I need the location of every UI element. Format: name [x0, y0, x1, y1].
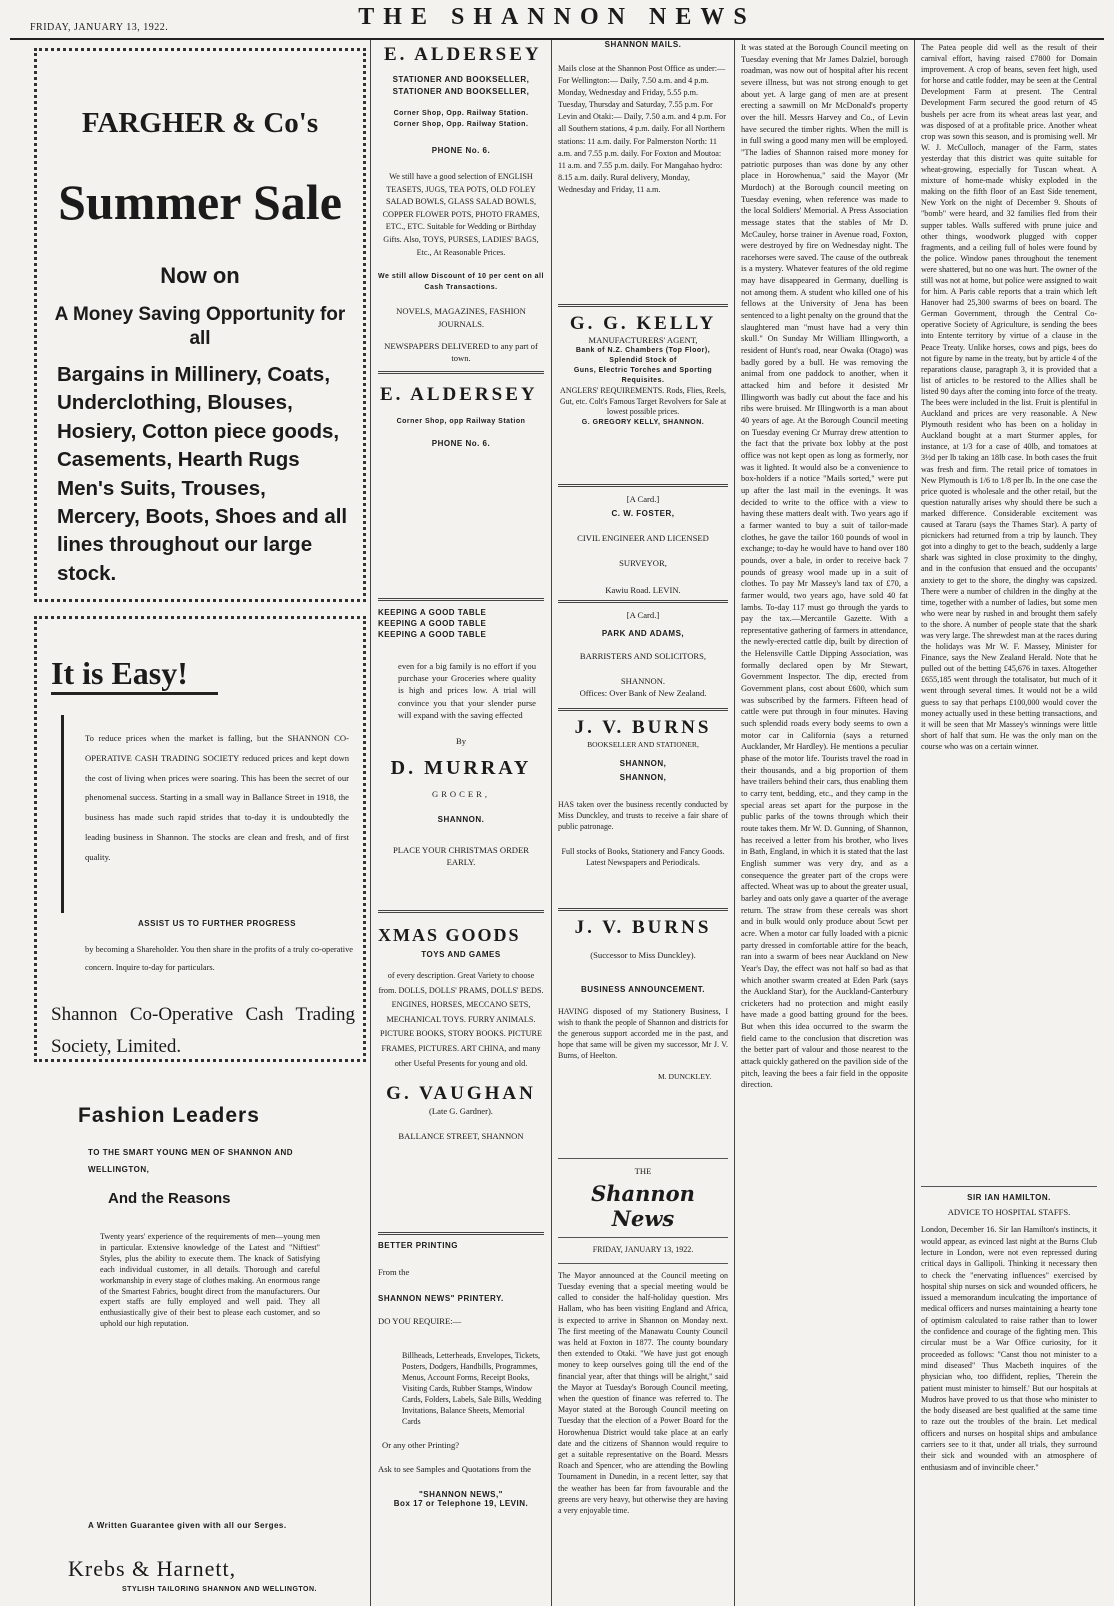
aldersey-line2: Corner Shop, Opp. Railway Station.: [393, 110, 529, 117]
divider: [378, 598, 544, 601]
xmas-late: (Late G. Gardner).: [429, 1106, 493, 1117]
aldersey-discount: We still allow Discount of 10 per cent on all Cash Transactions.: [378, 273, 544, 292]
coop-advert: [34, 616, 366, 1062]
mails-body: Mails close at the Shannon Post Office as under:— For Wellington:— Daily, 7.50 a.m. and 4 p.m. Monday, Wednesday and Friday, 5.55 p.m. Tuesday, Thursday and Saturday, 7.55 p.m. For Levin and Otaki:— Daily, 7.50 a.m. and 4 p.m. For all Southern stations, 4 p.m. daily. For all Northern stations: 11 a.m. daily. For Palmerston North: 11 a.m. and 7.55 p.m. daily. For Foxton and Moutoa: 11 a.m. and 7.55 p.m. daily. For Mangahao hydro: 8.15 a.m. daily. Rural delivery, Monday, Wednesday and Friday, 11 a.m.: [558, 64, 726, 194]
aldersey-line1b: STATIONER AND BOOKSELLER,: [392, 87, 530, 96]
printing-from: From the: [378, 1267, 410, 1277]
foster-card: [558, 478, 728, 597]
issue-date: FRIDAY, JANUARY 13, 1922.: [30, 22, 169, 33]
mails-head: SHANNON MAILS.: [604, 40, 682, 49]
burns-body: HAS taken over the business recently conducted by Miss Dunckley, and trusts to receive a fair share of public patronage.: [558, 800, 728, 832]
aldersey-body: We still have a good selection of ENGLISH TEASETS, JUGS, TEA POTS, OLD FOLEY SALAD BOWLS, GLASS SALAD BOWLS, COPPER FLOWER POTS, PHOTO FRAMES, ETC., ETC. Suitable for Wedding or Birthday Gifts. Also, TOYS, PURSES, LADIES' BAGS, Etc., At Reasonable Prices.: [382, 172, 540, 257]
fargher-now-on: Now on: [160, 263, 240, 288]
newspaper-title: THE SHANNON NEWS: [358, 4, 756, 30]
park-office: Offices: Over Bank of New Zealand.: [579, 688, 707, 699]
divider: [558, 908, 728, 911]
divider: [558, 708, 728, 711]
aldersey-advert: [378, 44, 544, 448]
murray-advert: [378, 592, 544, 869]
divider: [558, 304, 728, 307]
xmas-sub: TOYS AND GAMES: [421, 950, 501, 959]
editorial-column: [558, 1152, 728, 1516]
divider: [378, 371, 544, 374]
fargher-summer-sale: Summer Sale: [58, 174, 342, 230]
printing-other: Or any other Printing?: [382, 1439, 460, 1450]
park-role: BARRISTERS AND SOLICITORS,: [579, 651, 707, 662]
fargher-items: Bargains in Millinery, Coats, Underclothing, Blouses, Hosiery, Cotton piece goods, Casements, Hearth Rugs Men's Suits, Trouses, Mercery, Boots, Shoes and all lines throughout our large stock.: [57, 363, 348, 585]
hamilton-article: [921, 1180, 1097, 1600]
fashion-firm: Krebs & Harnett,: [68, 1556, 237, 1581]
aldersey2-line: Corner Shop, opp Railway Station: [396, 417, 526, 425]
foster-name: C. W. FOSTER,: [611, 509, 675, 519]
aldersey2-name: E. ALDERSEY: [380, 383, 538, 405]
fashion-firm-sub: STYLISH TAILORING SHANNON AND WELLINGTON.: [122, 1586, 317, 1593]
divider: [558, 600, 728, 603]
kelly-name: G. G. KELLY: [569, 313, 717, 334]
paper-body: The Mayor announced at the Council meeting on Tuesday evening that a special meeting would be called to consider the half-holiday question. Mrs Hallam, who has been visiting England and Africa, is expected to arrive in Shannon on Monday next. The first meeting of the Manawatu County Council was held at Foxton in 1877. The county boundary then extended to Otaki. "We have just got enough money to keep ourselves going till the end of the financial year, after that things will be alright," said the Mayor at Tuesday's Borough Council meeting, when the question of finance was referred to. The Mayor stated at the Borough Council meeting on Tuesday that the election of a Power Board for the Horowhenua District would take place at an early date and the citizens of Shannon would require to get a suitable representative on the Board. Messrs Roach and Spencer, who are attending the Bowling Tournament in Dunedin, in a recent letter, say that the weather has been far from favourable and the greens are very heavy, but otherwise they are having a very enjoyable time.: [558, 1270, 728, 1516]
printing-addr1: "SHANNON NEWS,": [419, 1489, 503, 1499]
kelly-sig: G. GREGORY KELLY, SHANNON.: [581, 418, 705, 426]
foster-role: CIVIL ENGINEER AND LICENSED SURVEYOR,: [577, 533, 709, 569]
divider: [558, 1158, 728, 1159]
burns2-name: J. V. BURNS: [574, 917, 712, 938]
murray-head-2: KEEPING A GOOD TABLE: [378, 619, 487, 628]
divider: [378, 910, 544, 913]
murray-body: even for a big family is no effort if you purchase your Groceries where quality is high and prices low. A trial will convince you that your slender purse will expand with the saving effected: [398, 661, 536, 720]
kelly-anglers: ANGLERS' REQUIREMENTS. Rods, Flies, Reels, Gut, etc. Colt's Famous Target Revolvers for Sale at lowest possible prices.: [559, 386, 727, 416]
right-body: The Patea people did well as the result of their carnival effort, having raised £7800 for Domain improvement. A crop of beans, seven feet high, used for horse and cattle fodder, may be seen at the Central Development Farm at present. The Central Development Farm secured the good return of 45 bushels per acre from its wheat areas last year, and was disposed of at a profitable price. Another wheat crop was sown this season, and is promising well. Mr W. J. McCulloch, manager of the Farm, states yesterday that this district was quite suitable for wheat-growing, especially for Tuscan wheat. A mixture of home-made whisky exploded in the making on the fifth floor of an East Side tenement, New York on the night of December 9. Shouts of "bomb" were heard, and 32 families fled from their supper tables. Walls suffered with prune juice and other things, woodwork plugged with copper fragments, and a ceiling full of holes were found by the police. Window panes throughout the tenement were shattered, but no one was hurt. The owner of the still was not at home, but police were assigned to wait for him. A Paris cable reports that a train which left Hanover had 25,300 swarms of bees on board. The German Government, through the Central Co-operative Society of Agriculture, is sending the bees into Entente territory by virtue of a clause in the Peace Treaty. Unlike horses, cows and pigs, bees do not figure by name in the treaty, but by article 4 of the reparations clause, paragraph 3, it is provided that a list of articles to be restored to the Allies shall be listed 90 days after the coming into force of the treaty. The bees were included in the list. Fruit is plentiful in Auckland and prices are very reasonable. A New Plymouth resident who has been on a holiday in Auckland bought at a mart Sturmer apples, for instance, at 1/3 for a case of 40lb, and tomatoes at 3½d per lb taking an 18lb case. In both cases the fruit was fresh and firm. The retail price of tomatoes in New Plymouth is 1/6 to 1/8 per lb. In the one case the price quoted is wholesale and the other retail, but the question naturally arises why should there be such a marked difference. Considerable excitement was caused at Tararu (says the Thames Star). A party of picnickers had returned from a trip by launch. They got into a dinghy to get to the beach, suddenly a large shark was sighted in close proximity to the dinghy, and in the confusion that ensued and the occupants' anxiety to get to the shore, the dinghy was capsized. There were a number of children in the dinghy at the time, together with a number of ladies, but some men who were near by rushed in and brought them safely to the shore. A number of people state that the shark was very large. The shrewdest man at the races during the holidays was Mr W. F. Massey, Minister for Finance, says the New Zealand Herald. Note that he pulled out of the betting £45,676 in taxes. Altogether £655,185 went through the totalisator, but much of it went through several times. It would not be a wild guess to say that perhaps £100,000 would cover the money actually used in these betting transactions, and it will be seen that Mr Massey's winnings were little short of half that sum. He was the only man on the course who was on a certain winner.: [921, 43, 1097, 751]
burns2-sub: (Successor to Miss Dunckley).: [590, 950, 696, 960]
murray-head-3: KEEPING A GOOD TABLE: [378, 630, 487, 639]
burns-stock: Full stocks of Books, Stationery and Fancy Goods. Latest Newspapers and Periodicals.: [561, 847, 725, 868]
printing-addr2: Box 17 or Telephone 19, LEVIN.: [393, 1498, 529, 1508]
park-card: [558, 594, 728, 700]
divider: [558, 484, 728, 487]
fashion-reasons: And the Reasons: [108, 1190, 231, 1207]
murray-by: By: [455, 736, 467, 747]
coop-title: It is Easy!: [51, 655, 218, 695]
fargher-name: FARGHER & Co's: [81, 107, 319, 139]
fashion-title: Fashion Leaders: [78, 1104, 260, 1127]
printing-advert: [378, 1226, 544, 1508]
fargher-advert: [34, 48, 366, 602]
fashion-sub: TO THE SMART YOUNG MEN OF SHANNON AND WELLINGTON,: [88, 1148, 294, 1174]
foster-card-label: [A Card.]: [626, 494, 660, 504]
xmas-street: BALLANCE STREET, SHANNON: [398, 1130, 524, 1141]
burns-announcement: [558, 902, 728, 1084]
kelly-addr: Bank of N.Z. Chambers (Top Floor), Splendid Stock of: [575, 347, 711, 364]
masthead: [0, 0, 1114, 40]
divider: [558, 1237, 728, 1238]
murray-name: D. MURRAY: [390, 757, 532, 780]
murray-town: SHANNON.: [437, 814, 485, 824]
murray-order: PLACE YOUR CHRISTMAS ORDER EARLY.: [392, 844, 529, 868]
xmas-head: XMAS GOODS: [378, 925, 521, 945]
fashion-advert: [34, 1092, 360, 1598]
news-column: [741, 42, 908, 1602]
coop-share: by becoming a Shareholder. You then share in the profits of a truly co-operative concern. Inquire to-day for particulars.: [85, 945, 353, 972]
news-body: It was stated at the Borough Council meeting on Tuesday evening that Mr James Dalziel, borough roadman, was now out of hospital after his recent severe illness, but was not strong enough to get about yet. A large gang of men are at present erecting a sawmill on Mr McDonald's property over the hill. Messrs Harvey and Co., of Levin have secured the timber rights. When the mill is in full swing a good many men will be employed. "The ladies of Shannon raised more money for patriotic purposes than was done by any other place in Horowhenua," said the Mayor (Mr Murdoch) at the Borough council meeting on Tuesday evening, when reference was made to the local Soldiers' Memorial. A Press Association message states that the stables of Mr D. McCauley, horse trainer in Avenue road, Foxton, were destroyed by fire on Wednesday night. The racehorses were saved. The cause of the outbreak is a mystery. Whatever features of the old regime may have disappeared in Germany, duelling is not among them. A student who killed one of his fellows at the University of Jena has been sentenced to a light penalty on the ground that the slaughtered man "must have had a very thin skull." On Sunday Mr William Illingworth, a resident of Hunt's road, near Owaka (Otago) was badly gored by a bull. He was removing the animal from one paddock to another, when it attacked him and before it desisted Mr Illingworth was badly cut about the face and his ribs were bruised. Mr Illingworth is a man about 40 years of age. At the Borough Council meeting on Tuesday evening Cr Murray drew attention to the fact that the private box lobby at the post office was not kept open as long as formerly, nor was it lighted. It would also be a convenience to box-holders if a notice "Mails sorted," were put up after the last mail in the evenings. It was decided to write to the office with a view to having these matters dealt with. Two years ago if a farmer wanted to buy a suit of tailor-made clothes, he gave the tailor 160 pounds of wool in exchange; to-day he would have to hand over 180 pounds, over a bale, in order to receive back 7 pounds of greasy wool made up in a suit of clothes. To pay Mr Massey's land tax of £70, a farmer would, two years ago, have sold 40 fat lambs. To-day 117 must go through the yards to pay the tax.—Mercantile Gazette. With a representative gathering of farmers in attendance, the newly-erected cattle dip, built by direction of the Helensville Cattle Dipping Association, was formally declared open by Mr Stewart, Government Inspector. The dip, erected from Government plans, cost about £600, which sum was subscribed by the farmers. Fifteen head of cattle were put through in four minutes. Having such splendid roads every body seems to own a motor car in California (says a returned Aucklander, Mr Hardley). He mentions a peculiar phase of the motor life. Tourists travel the road in their thousands, and a big proportion of them have trailers behind their cars, thus enabling them to carry tent, bedding, etc., and they camp in the special areas set apart for the purpose in the public parks of the towns through which their route takes them. Mr W. D. Gunning, of Shannon, has received a letter from his brother, who lives in Bath, England, in which it is stated that the last English summer was very dry, and as a consequence the greater part of the crops were affected. Wheat was up to about the greater usual, barley and oats only gave a quarter of the average return. The straw from these cereals was short and in bulk would only produce about 5cwt per acre. When a motor car fully loaded with a picnic party dressed in comfortable attire for the beach, ran into a swarm of bees near Auckland on New Year's Day, the effect was not half so bad as that which another swarm created at Eden Park (says the Auckland Star), for the Auckland-Canterbury cricketers had no protection and might easily have made a good batting ground for the bees. But when this idea occurred to the swarm the field came to the conclusion that discretion was the better part of valour and those nearest to the attack quickly gathered on the pavilion side of the pitch, leaving the bees a fair field in the opposite direction.: [741, 43, 908, 1090]
coop-society: Shannon Co-Operative Cash Trading Society, Limited.: [51, 1004, 355, 1057]
murray-grocer: GROCER,: [431, 789, 490, 800]
burns-advert: [558, 702, 728, 868]
xmas-advert: [378, 904, 544, 1142]
burns-town: SHANNON, SHANNON,: [619, 759, 667, 783]
divider: [558, 1263, 728, 1264]
xmas-body: of every description. Great Variety to choose from. DOLLS, DOLLS' PRAMS, DOLLS' BEDS. ENGINES, HORSES, MECCANO SETS, MECHANICAL TOYS. FURRY ANIMALS. PICTURE BOOKS, STORY BOOKS. PICTURE FRAMES, PICTURES. ART CHINA, and many other Useful Presents for young and old.: [378, 971, 544, 1068]
divider: [378, 1232, 544, 1235]
paper-title: Shannon News: [591, 1181, 695, 1232]
park-name: PARK AND ADAMS,: [601, 629, 685, 639]
column-rule: [370, 40, 371, 1606]
aldersey-name: E. ALDERSEY: [384, 44, 542, 65]
kelly-role: MANUFACTURERS' AGENT,: [588, 335, 698, 345]
aldersey-novels: NOVELS, MAGAZINES, FASHION JOURNALS.: [396, 306, 526, 329]
fashion-points: Twenty years' experience of the requirements of men—young men in particular. Extensive knowledge of the Latest and "Niftiest" Styles, plus the ability to execute them. The knack of Satisfying each individual customer, in all details. Thorough and careful workmanship in every stage of clothes making. An enormous range of the Smartest Fabrics, bought direct from the manufacturers. Our expert staffs are fully employed and well paid. They all enthusiastically give of their best to please each customer, and so uphold our high reputation.: [100, 1232, 320, 1329]
coop-assist: ASSIST US TO FURTHER PROGRESS: [138, 919, 296, 928]
hamilton-sub: ADVICE TO HOSPITAL STAFFS.: [947, 1207, 1071, 1217]
xmas-name: G. VAUGHAN: [386, 1083, 536, 1105]
fashion-guarantee: A Written Guarantee given with all our Serges.: [88, 1521, 287, 1530]
column-rule: [734, 40, 735, 1606]
printing-list: Billheads, Letterheads, Envelopes, Tickets, Posters, Dodgers, Handbills, Programmes, Menus, Account Forms, Receipt Books, Visiting Cards, Rubber Stamps, Window Cards, Folders, Labels, Sale Bills, Wedding Invitations, Balance Sheets, Memorial Cards: [402, 1350, 542, 1426]
masthead-rule: [10, 38, 1104, 40]
hamilton-body: London, December 16. Sir Ian Hamilton's instincts, it would appear, as evinced last night at the Burns Club lecture in London, were not even repressed during critical days in Gallipoli. Thinking it necessary then to check the "enervating influences" exercised by hospital ship nurses on sick and wounded officers, he issued a memorandum inculcating the importance of medical officers and nurses maintaining a hearty tone of optimism calculated to raise rather than to lower the confidence and courage of the fighting men. This circular must be a War Office curiosity, for it proceeded as follows: "Canst thou not minister to a mind diseased" Thus Macbeth inquires of the physician who, too diffident, replies, 'Therein the patient must minister to himself.' But our hospitals at Mudros have proved to us that those who minister to the body diseased are best qualified at the same time to raze out the troubles of the brain. Let medical officers and nurses on hospital ships and ambulance carriers see to it that, under all trials, they surround their sick and wounded with an atmosphere of enthusiasm and of invincible cheer.": [921, 1225, 1097, 1472]
murray-head: KEEPING A GOOD TABLE: [378, 608, 487, 617]
kelly-advert: [558, 298, 728, 428]
right-news-column: [921, 42, 1097, 1178]
park-town: SHANNON.: [620, 675, 666, 686]
paper-date: FRIDAY, JANUARY 13, 1922.: [592, 1245, 694, 1255]
fargher-tagline: A Money Saving Opportunity for all: [54, 304, 346, 349]
column-rule: [551, 40, 552, 1606]
mails-notice: [558, 40, 728, 196]
divider: [921, 1186, 1097, 1187]
burns2-body: HAVING disposed of my Stationery Business, I wish to thank the people of Shannon and districts for the generous support accorded me in the past, and hope that same will be given my successor, Mr J. V. Burns, of Heelton.: [558, 1007, 728, 1061]
printing-head: BETTER PRINTING: [378, 1241, 458, 1250]
printing-office: SHANNON NEWS" PRINTERY.: [378, 1294, 504, 1304]
hamilton-head: SIR IAN HAMILTON.: [967, 1193, 1051, 1202]
park-card-label: [A Card.]: [626, 610, 660, 620]
column-rule: [914, 40, 915, 1606]
burns2-sig: M. DUNCKLEY.: [658, 1072, 712, 1082]
burns-role: BOOKSELLER AND STATIONER,: [587, 740, 699, 749]
burns2-ann: BUSINESS ANNOUNCEMENT.: [580, 985, 706, 995]
coop-side-rule: [61, 715, 64, 913]
burns-name: J. V. BURNS: [574, 717, 712, 738]
kelly-line: Guns, Electric Torches and Sporting Requisites.: [573, 367, 713, 384]
paper-the: THE: [634, 1166, 652, 1176]
coop-body: To reduce prices when the market is falling, but the SHANNON CO-OPERATIVE CASH TRADING SOCIETY reduced prices and kept down the cost of living when prices were soaring. This has been the secret of our phenomenal success. Starting in a small way in Ballance Street in 1918, the business has made such rapid strides that to-day it is undoubtedly the leading business in Shannon. The stocks are clean and fresh, and of first quality.: [85, 733, 349, 862]
aldersey-phone: PHONE No. 6.: [431, 146, 491, 155]
aldersey2-phone: PHONE No. 6.: [431, 438, 491, 448]
foster-addr: Kawiu Road. LEVIN.: [605, 585, 681, 596]
aldersey-line2b: Corner Shop, Opp. Railway Station.: [393, 121, 529, 128]
printing-ask: Ask to see Samples and Quotations from the: [378, 1464, 531, 1475]
aldersey-papers: NEWSPAPERS DELIVERED to any part of town.: [384, 340, 538, 364]
printing-require: DO YOU REQUIRE:—: [378, 1316, 462, 1327]
aldersey-line1: STATIONER AND BOOKSELLER,: [392, 75, 530, 84]
